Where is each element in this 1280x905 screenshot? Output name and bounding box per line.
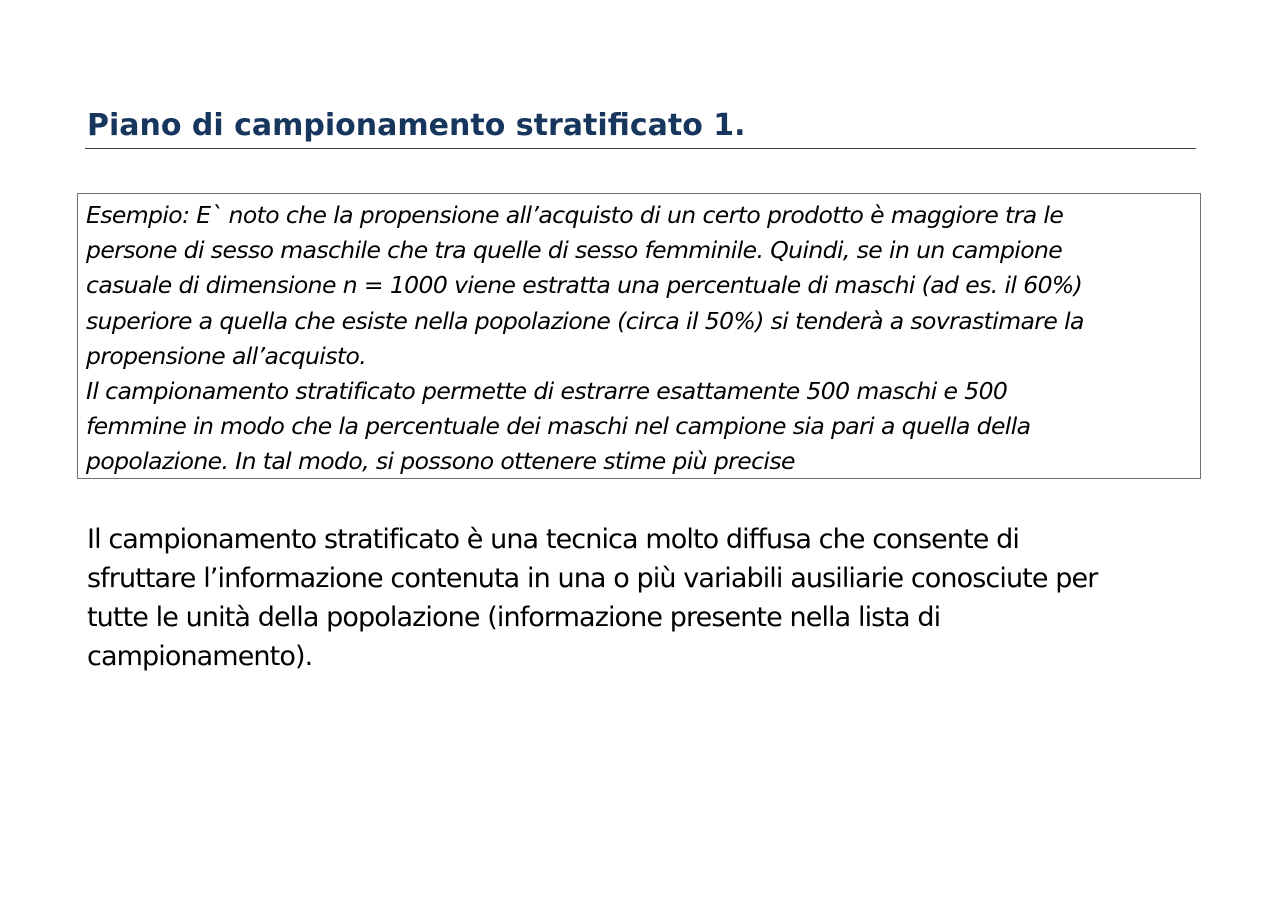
example-line: Esempio: E` noto che la propensione all’acquisto di un certo prodotto è maggiore tra le [86, 201, 1064, 229]
example-box [77, 193, 1201, 479]
example-line: femmine in modo che la percentuale dei maschi nel campione sia pari a quella della [86, 412, 1031, 441]
body-line: tutte le unità della popolazione (informazione presente nella lista di [87, 602, 941, 633]
body-line: campionamento). [87, 641, 313, 672]
example-line: casuale di dimensione n = 1000 viene estratta una percentuale di maschi (ad es. il 60%) [86, 271, 1083, 300]
example-line: Il campionamento stratificato permette di estrarre esattamente 500 maschi e 500 [86, 377, 1008, 406]
body-line: sfruttare l’informazione contenuta in una o più variabili ausiliarie conosciute per [87, 563, 1098, 594]
example-line: popolazione. In tal modo, si possono ottenere stime più precise [86, 447, 795, 476]
slide-title: Piano di campionamento stratificato 1. [87, 108, 746, 143]
example-line: persone di sesso maschile che tra quelle di sesso femminile. Quindi, se in un campione [86, 236, 1063, 265]
example-line: propensione all’acquisto. [86, 341, 367, 370]
body-paragraph [87, 520, 1097, 676]
body-line: Il campionamento stratificato è una tecnica molto diffusa che consente di [87, 524, 1020, 555]
title-underline [85, 148, 1196, 149]
example-line: superiore a quella che esiste nella popolazione (circa il 50%) si tenderà a sovrastimare la [86, 306, 1084, 335]
